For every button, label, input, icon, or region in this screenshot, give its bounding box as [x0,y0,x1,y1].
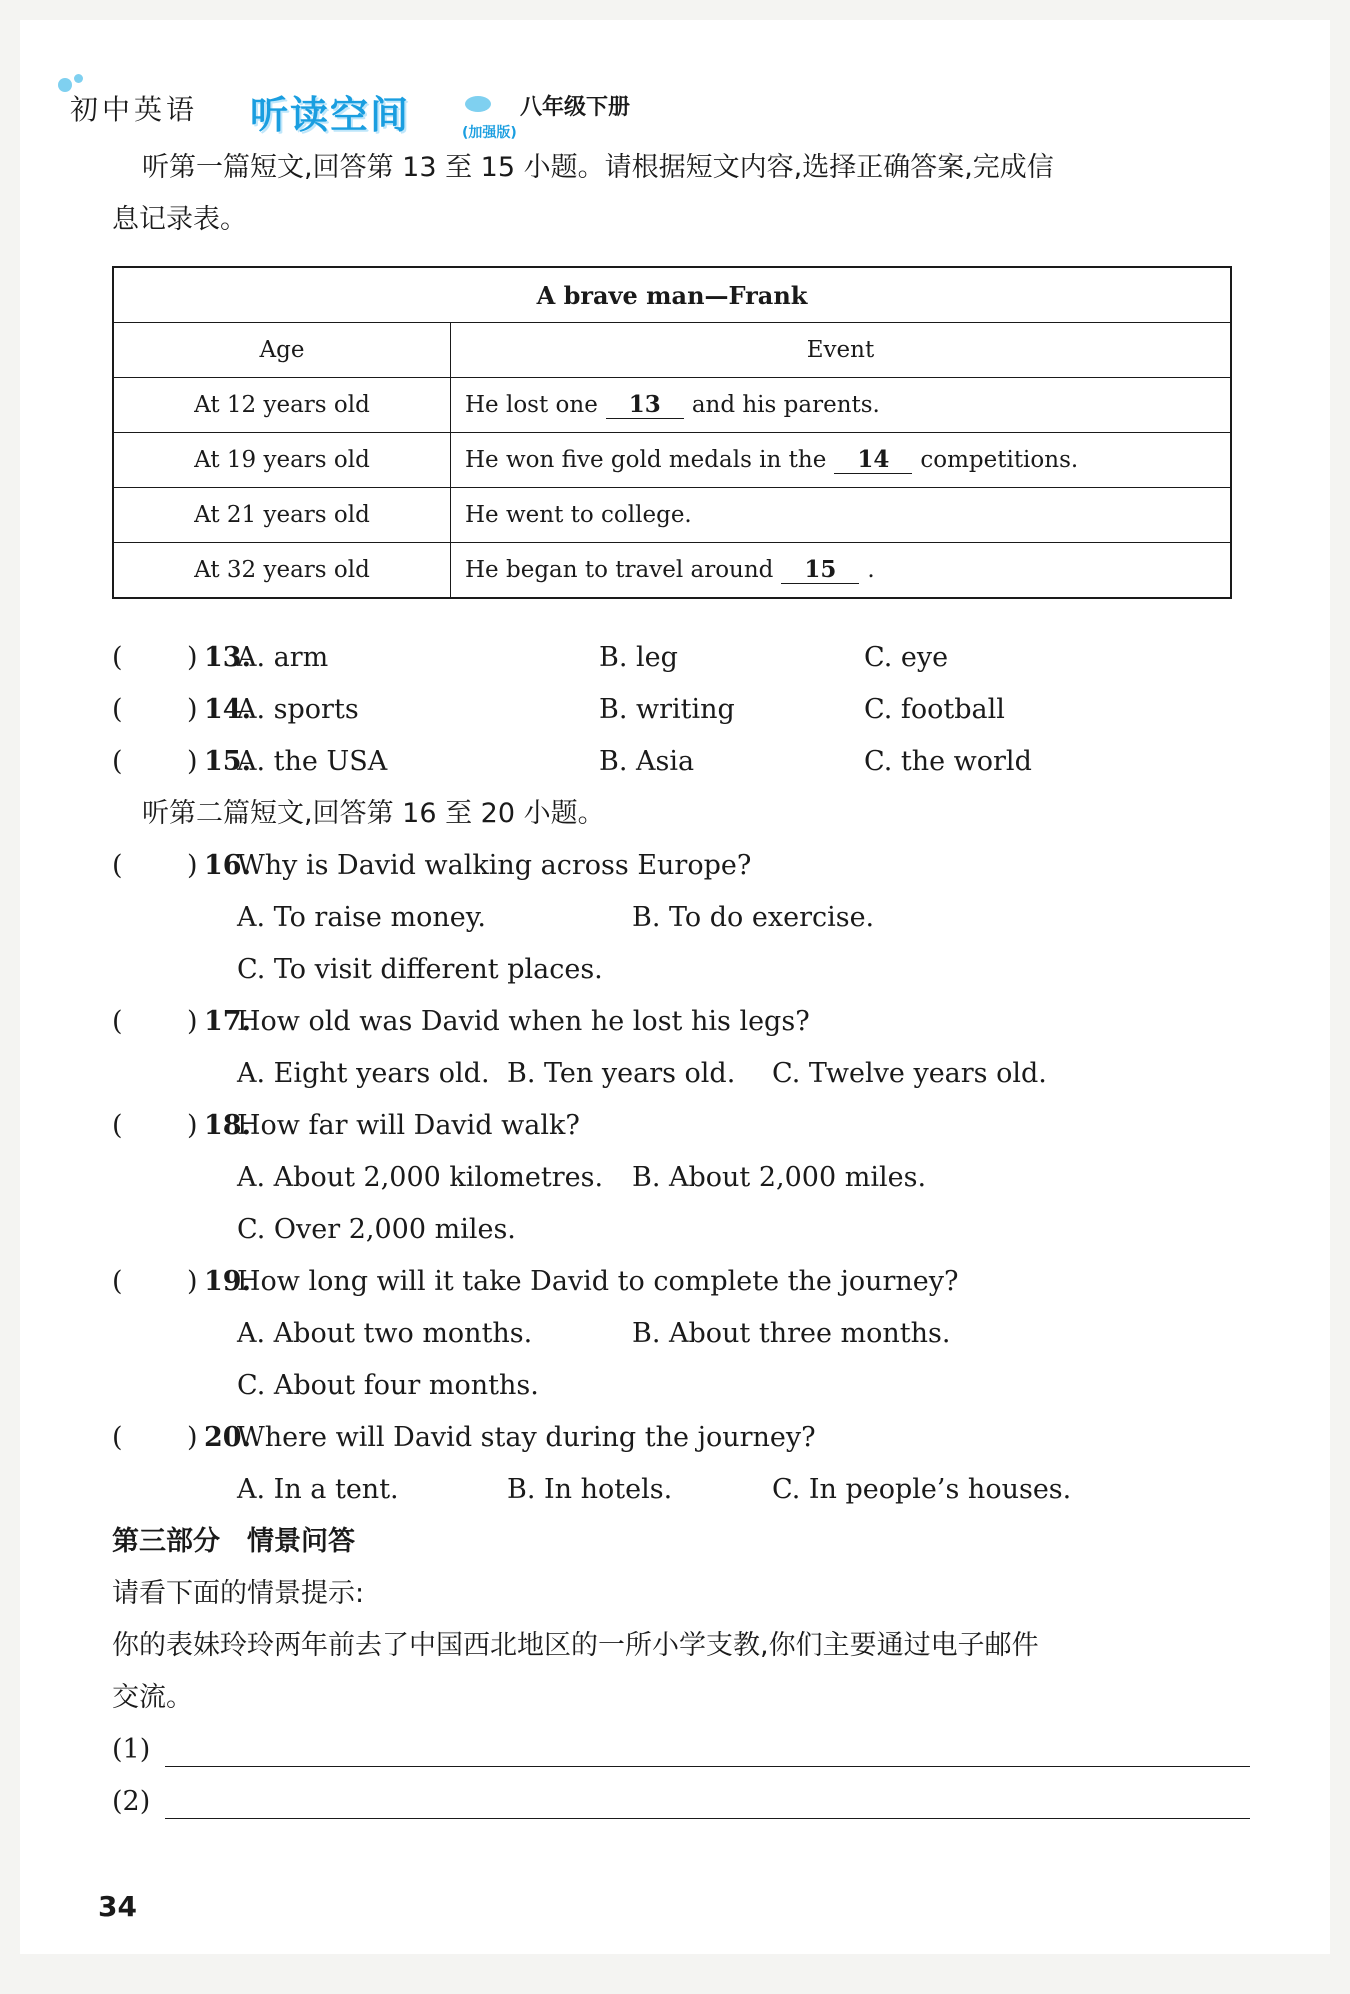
answer-paren-open[interactable]: ( [112,1266,123,1297]
answer-paren-close: ) [187,1006,198,1037]
options-row [112,944,1252,996]
answer-blank[interactable]: 14 [834,447,912,474]
option-a[interactable]: A. In a tent. [237,1474,399,1505]
event-cell [451,378,1232,433]
event-text: competitions. [920,446,1079,473]
decor-dot [465,96,491,112]
option-b[interactable]: B. writing [599,694,735,725]
option-a[interactable]: A. the USA [237,746,388,777]
age-cell: At 21 years old [113,488,451,543]
option-c[interactable]: C. Over 2,000 miles. [237,1214,516,1245]
question-number: 17. [204,1006,251,1037]
question-19 [112,1256,1252,1308]
question-13 [112,632,1252,684]
answer-paren-open[interactable]: ( [112,746,123,777]
answer-paren-close: ) [187,1266,198,1297]
table-row [113,488,1231,543]
series-title: 初中英语 [70,93,199,126]
part1-instruction-line2: 息记录表。 [112,204,247,235]
event-text: He began to travel around [465,556,774,583]
question-text: Where will David stay during the journey? [237,1422,816,1453]
options-row [112,892,1252,944]
question-number: 13. [204,642,251,673]
option-b[interactable]: B. In hotels. [507,1474,673,1505]
event-text: He lost one [465,391,598,418]
answer-paren-close: ) [187,1422,198,1453]
question-18 [112,1100,1252,1152]
question-text: How long will it take David to complete the journey? [237,1266,959,1297]
scenario-line2: 交流。 [112,1682,193,1713]
answer-paren-close: ) [187,746,198,777]
decor-dot [74,74,83,83]
age-cell: At 19 years old [113,433,451,488]
question-number: 18. [204,1110,251,1141]
question-number: 14. [204,694,251,725]
question-number: 16. [204,850,251,881]
option-c[interactable]: C. the world [864,746,1032,777]
brand-subtitle: (加强版) [462,125,517,141]
options-row [112,1360,1252,1412]
answer-paren-open[interactable]: ( [112,850,123,881]
option-a[interactable]: A. sports [237,694,359,725]
decor-dot [58,78,72,92]
answer-paren-close: ) [187,642,198,673]
option-a[interactable]: A. To raise money. [237,902,486,933]
part2-instruction: 听第二篇短文,回答第 16 至 20 小题。 [142,798,605,829]
answer-paren-open[interactable]: ( [112,642,123,673]
table-header-row [113,323,1231,378]
page [20,20,1330,1954]
answer-paren-open[interactable]: ( [112,1110,123,1141]
answer-line-2[interactable] [165,1818,1250,1819]
option-a[interactable]: A. About two months. [237,1318,533,1349]
column-header-age: Age [113,323,451,378]
answer-label: (2) [112,1786,151,1817]
answer-paren-open[interactable]: ( [112,1422,123,1453]
event-cell [451,433,1232,488]
table-row [113,378,1231,433]
question-number: 15. [204,746,251,777]
option-c[interactable]: C. About four months. [237,1370,539,1401]
event-text: and his parents. [691,391,880,418]
answer-paren-close: ) [187,694,198,725]
option-c[interactable]: C. football [864,694,1005,725]
options-row [112,1464,1252,1516]
option-c[interactable]: C. Twelve years old. [772,1058,1047,1089]
option-c[interactable]: C. eye [864,642,949,673]
event-text: He won five gold medals in the [465,446,827,473]
event-cell: He went to college. [451,488,1232,543]
page-header [70,78,720,148]
brand-logo: 听读空间 [250,93,411,137]
table-title: A brave man—Frank [113,267,1231,323]
question-text: How far will David walk? [237,1110,580,1141]
event-text: . [867,556,875,583]
table-row [113,433,1231,488]
part1-instruction-line1: 听第一篇短文,回答第 13 至 15 小题。请根据短文内容,选择正确答案,完成信 [142,152,1054,183]
option-a[interactable]: A. About 2,000 kilometres. [237,1162,604,1193]
info-record-table [112,266,1232,599]
question-14 [112,684,1252,736]
event-cell [451,543,1232,599]
answer-line-1[interactable] [165,1766,1250,1767]
answer-blank[interactable]: 15 [781,557,859,584]
option-b[interactable]: B. About 2,000 miles. [632,1162,927,1193]
column-header-event: Event [451,323,1232,378]
page-number: 34 [98,1890,137,1923]
option-b[interactable]: B. Asia [599,746,695,777]
question-number: 20. [204,1422,251,1453]
option-b[interactable]: B. To do exercise. [632,902,875,933]
table-row [113,543,1231,599]
options-row [112,1308,1252,1360]
option-c[interactable]: C. In people’s houses. [772,1474,1072,1505]
option-a[interactable]: A. Eight years old. [237,1058,490,1089]
question-number: 19. [204,1266,251,1297]
option-b[interactable]: B. leg [599,642,678,673]
options-row [112,1152,1252,1204]
grade-label: 八年级下册 [520,95,631,120]
question-text: How old was David when he lost his legs? [237,1006,810,1037]
age-cell: At 32 years old [113,543,451,599]
question-16 [112,840,1252,892]
answer-paren-close: ) [187,1110,198,1141]
options-row [112,1048,1252,1100]
question-15 [112,736,1252,788]
answer-paren-close: ) [187,850,198,881]
option-b[interactable]: B. Ten years old. [507,1058,736,1089]
scenario-line1: 你的表妹玲玲两年前去了中国西北地区的一所小学支教,你们主要通过电子邮件 [112,1630,1039,1661]
option-b[interactable]: B. About three months. [632,1318,951,1349]
question-text: Why is David walking across Europe? [237,850,752,881]
answer-label: (1) [112,1734,151,1765]
section-title: 第三部分 情景问答 [112,1526,355,1557]
answer-paren-open[interactable]: ( [112,1006,123,1037]
scenario-prompt: 请看下面的情景提示: [112,1578,365,1609]
answer-paren-open[interactable]: ( [112,694,123,725]
option-a[interactable]: A. arm [237,642,329,673]
answer-blank[interactable]: 13 [606,392,684,419]
question-17 [112,996,1252,1048]
option-c[interactable]: C. To visit different places. [237,954,603,985]
question-20 [112,1412,1252,1464]
age-cell: At 12 years old [113,378,451,433]
options-row [112,1204,1252,1256]
